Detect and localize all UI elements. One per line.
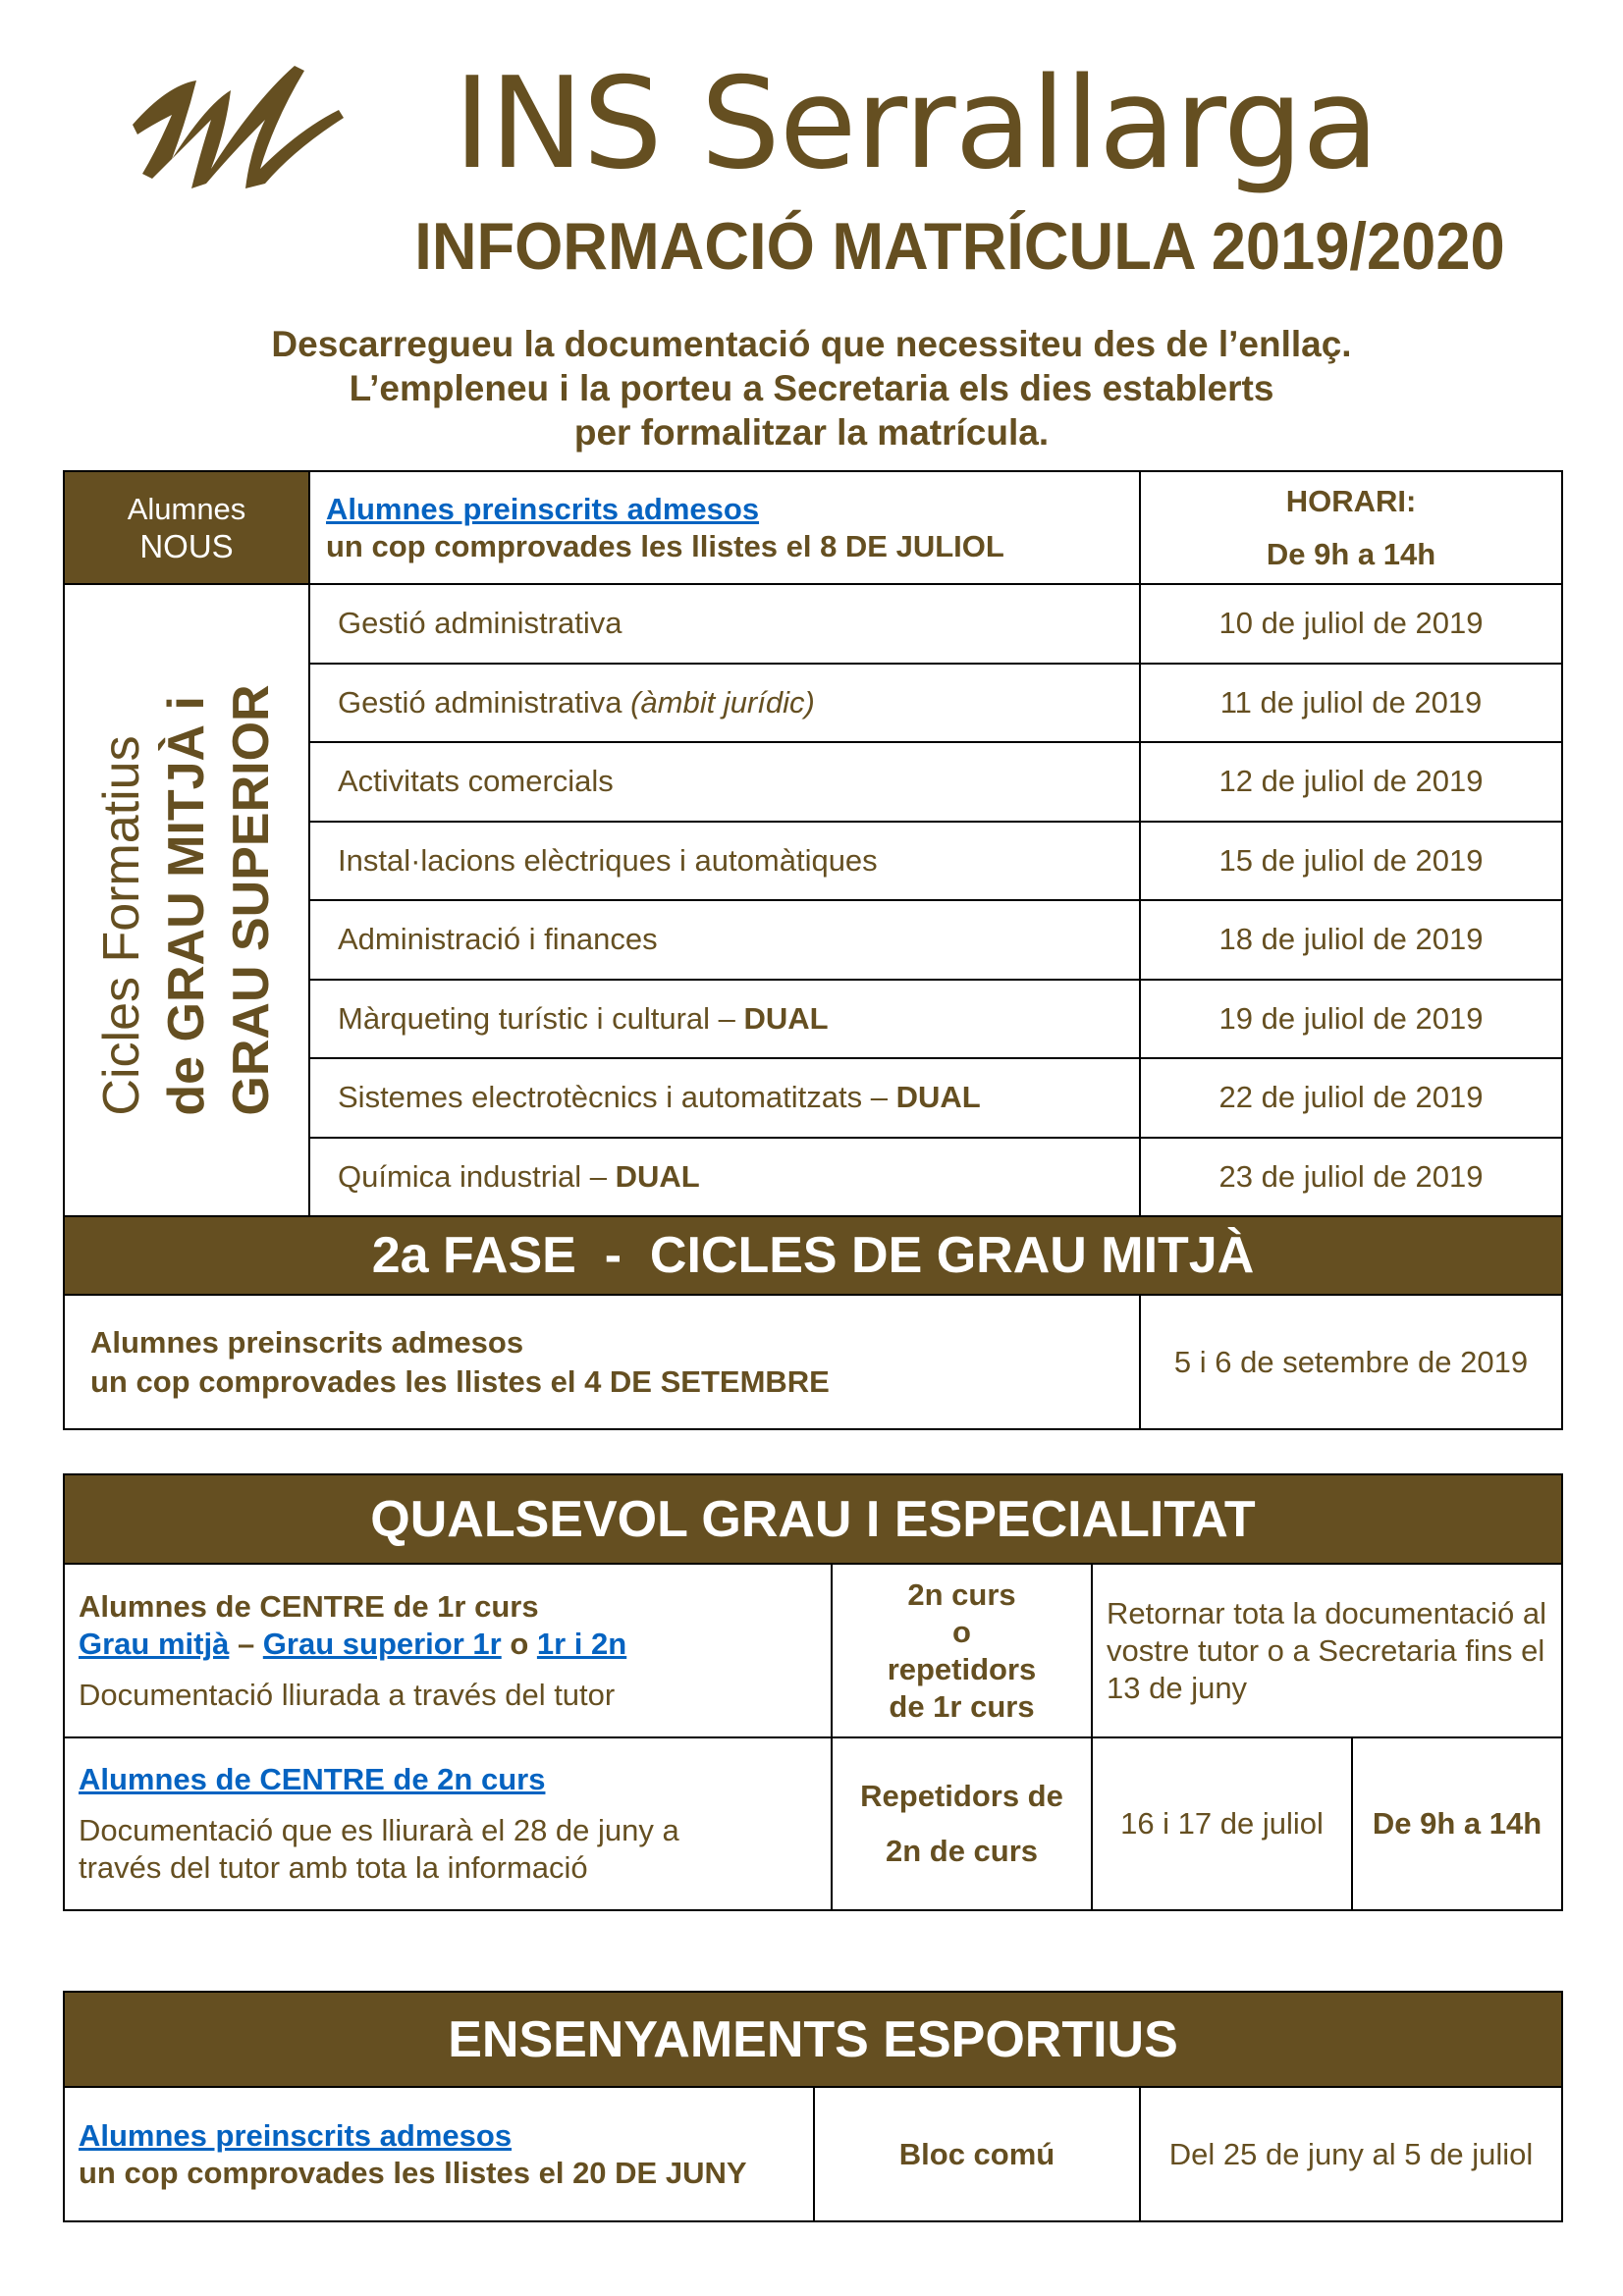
course-label: Gestió administrativa (338, 684, 631, 720)
grau-superior-link[interactable]: Grau superior 1r (262, 1626, 502, 1661)
first-year-note: Documentació lliurada a través del tutor (79, 1677, 616, 1712)
course-label: Gestió administrativa (338, 606, 622, 641)
course-date: 15 de juliol de 2019 (1140, 822, 1562, 901)
phase2-info (64, 1295, 1140, 1429)
course-name (309, 980, 1140, 1059)
sports-admitted-cell (64, 2087, 814, 2221)
course-label: Administració i finances (338, 922, 658, 957)
course-name (309, 584, 1140, 664)
first-year-who (832, 1564, 1092, 1737)
admitted-students-link[interactable]: Alumnes preinscrits admesos (326, 491, 760, 526)
second-year-time: De 9h a 14h (1352, 1737, 1562, 1910)
cycles-side-label (64, 584, 309, 1216)
dual-tag: DUAL (615, 1158, 700, 1194)
or-text: o (501, 1626, 537, 1661)
sports-title: ENSENYAMENTS ESPORTIUS (64, 1992, 1562, 2087)
course-date: 12 de juliol de 2019 (1140, 742, 1562, 822)
admitted-note: un cop comprovades les llistes el 8 DE JULIOL (326, 528, 1004, 563)
course-row (64, 584, 1562, 664)
phase2-line: Alumnes preinscrits admesos (90, 1324, 524, 1360)
side-line: GRAU SUPERIOR (223, 684, 280, 1116)
sports-admitted-link[interactable]: Alumnes preinscrits admesos (79, 2117, 513, 2153)
intro-text (0, 322, 1623, 454)
course-name (309, 900, 1140, 980)
new-students-label (64, 471, 309, 584)
intro-line: L’empleneu i la porteu a Secretaria els dies establerts (349, 368, 1274, 408)
course-name (309, 1058, 1140, 1138)
intro-line: per formalitzar la matrícula. (573, 412, 1050, 453)
first-year-info: Retornar tota la documentació al vostre tutor o a Secretaria fins el 13 de juny (1092, 1564, 1562, 1737)
course-date: 11 de juliol de 2019 (1140, 664, 1562, 743)
admitted-cell (309, 471, 1140, 584)
new-students-table (63, 470, 1563, 1430)
phase2-title: 2a FASE - CICLES DE GRAU MITJÀ (64, 1216, 1562, 1295)
any-grade-title: QUALSEVOL GRAU I ESPECIALITAT (64, 1474, 1562, 1564)
phase2-date: 5 i 6 de setembre de 2019 (1140, 1295, 1562, 1429)
page-title: INFORMACIÓ MATRÍCULA 2019/2020 (414, 209, 1505, 284)
who-line: o (952, 1614, 971, 1649)
course-date: 18 de juliol de 2019 (1140, 900, 1562, 980)
course-label: Màrqueting turístic i cultural – (338, 1000, 744, 1036)
sports-date: Del 25 de juny al 5 de juliol (1140, 2087, 1562, 2221)
course-name (309, 742, 1140, 822)
first-second-link[interactable]: 1r i 2n (536, 1626, 627, 1661)
who-line: de 1r curs (889, 1688, 1035, 1724)
second-year-date: 16 i 17 de juliol (1092, 1737, 1352, 1910)
course-date: 10 de juliol de 2019 (1140, 584, 1562, 664)
phase2-line: un cop comprovades les llistes el 4 DE SETEMBRE (90, 1363, 830, 1399)
horari-cell (1140, 471, 1562, 584)
sports-note: un cop comprovades les llistes el 20 DE JUNY (79, 2155, 747, 2190)
side-line: Cicles Formatius (93, 735, 150, 1116)
who-line: Repetidors de (860, 1779, 1063, 1813)
side-line: de GRAU MITJÀ i (158, 696, 215, 1116)
course-label: Química industrial – (338, 1158, 616, 1194)
school-logo-icon (128, 51, 442, 198)
label-line: NOUS (139, 527, 234, 564)
who-line: repetidors (887, 1651, 1037, 1686)
school-name: INS Serrallarga (454, 51, 1379, 197)
label-line: Alumnes (127, 491, 246, 526)
course-date: 19 de juliol de 2019 (1140, 980, 1562, 1059)
course-name (309, 1138, 1140, 1217)
dual-tag: DUAL (743, 1000, 829, 1036)
course-label: Sistemes electrotècnics i automatitzats – (338, 1080, 896, 1115)
intro-line: Descarregueu la documentació que necessiteu des de l’enllaç. (271, 324, 1352, 364)
sports-block: Bloc comú (814, 2087, 1140, 2221)
who-line: 2n curs (907, 1576, 1016, 1612)
any-grade-table (63, 1473, 1563, 1911)
course-note: (àmbit jurídic) (630, 684, 815, 720)
course-label: Activitats comercials (338, 764, 614, 799)
second-year-note: Documentació que es lliurarà el 28 de juny a través del tutor amb tota la informació (79, 1813, 679, 1885)
first-year-heading: Alumnes de CENTRE de 1r curs (79, 1588, 539, 1624)
dual-tag: DUAL (895, 1080, 981, 1115)
course-name (309, 664, 1140, 743)
horari-value: De 9h a 14h (1266, 536, 1436, 571)
course-label: Instal·lacions elèctriques i automàtiques (338, 842, 878, 878)
who-line: 2n de curs (885, 1834, 1039, 1868)
second-year-link[interactable]: Alumnes de CENTRE de 2n curs (79, 1762, 546, 1796)
grau-mitja-link[interactable]: Grau mitjà (79, 1626, 230, 1661)
course-name (309, 822, 1140, 901)
separator: – (229, 1626, 263, 1661)
course-date: 23 de juliol de 2019 (1140, 1138, 1562, 1217)
sports-table (63, 1991, 1563, 2222)
course-date: 22 de juliol de 2019 (1140, 1058, 1562, 1138)
second-year-who (832, 1737, 1092, 1910)
horari-label: HORARI: (1285, 483, 1417, 518)
first-year-cell (64, 1564, 832, 1737)
second-year-cell (64, 1737, 832, 1910)
